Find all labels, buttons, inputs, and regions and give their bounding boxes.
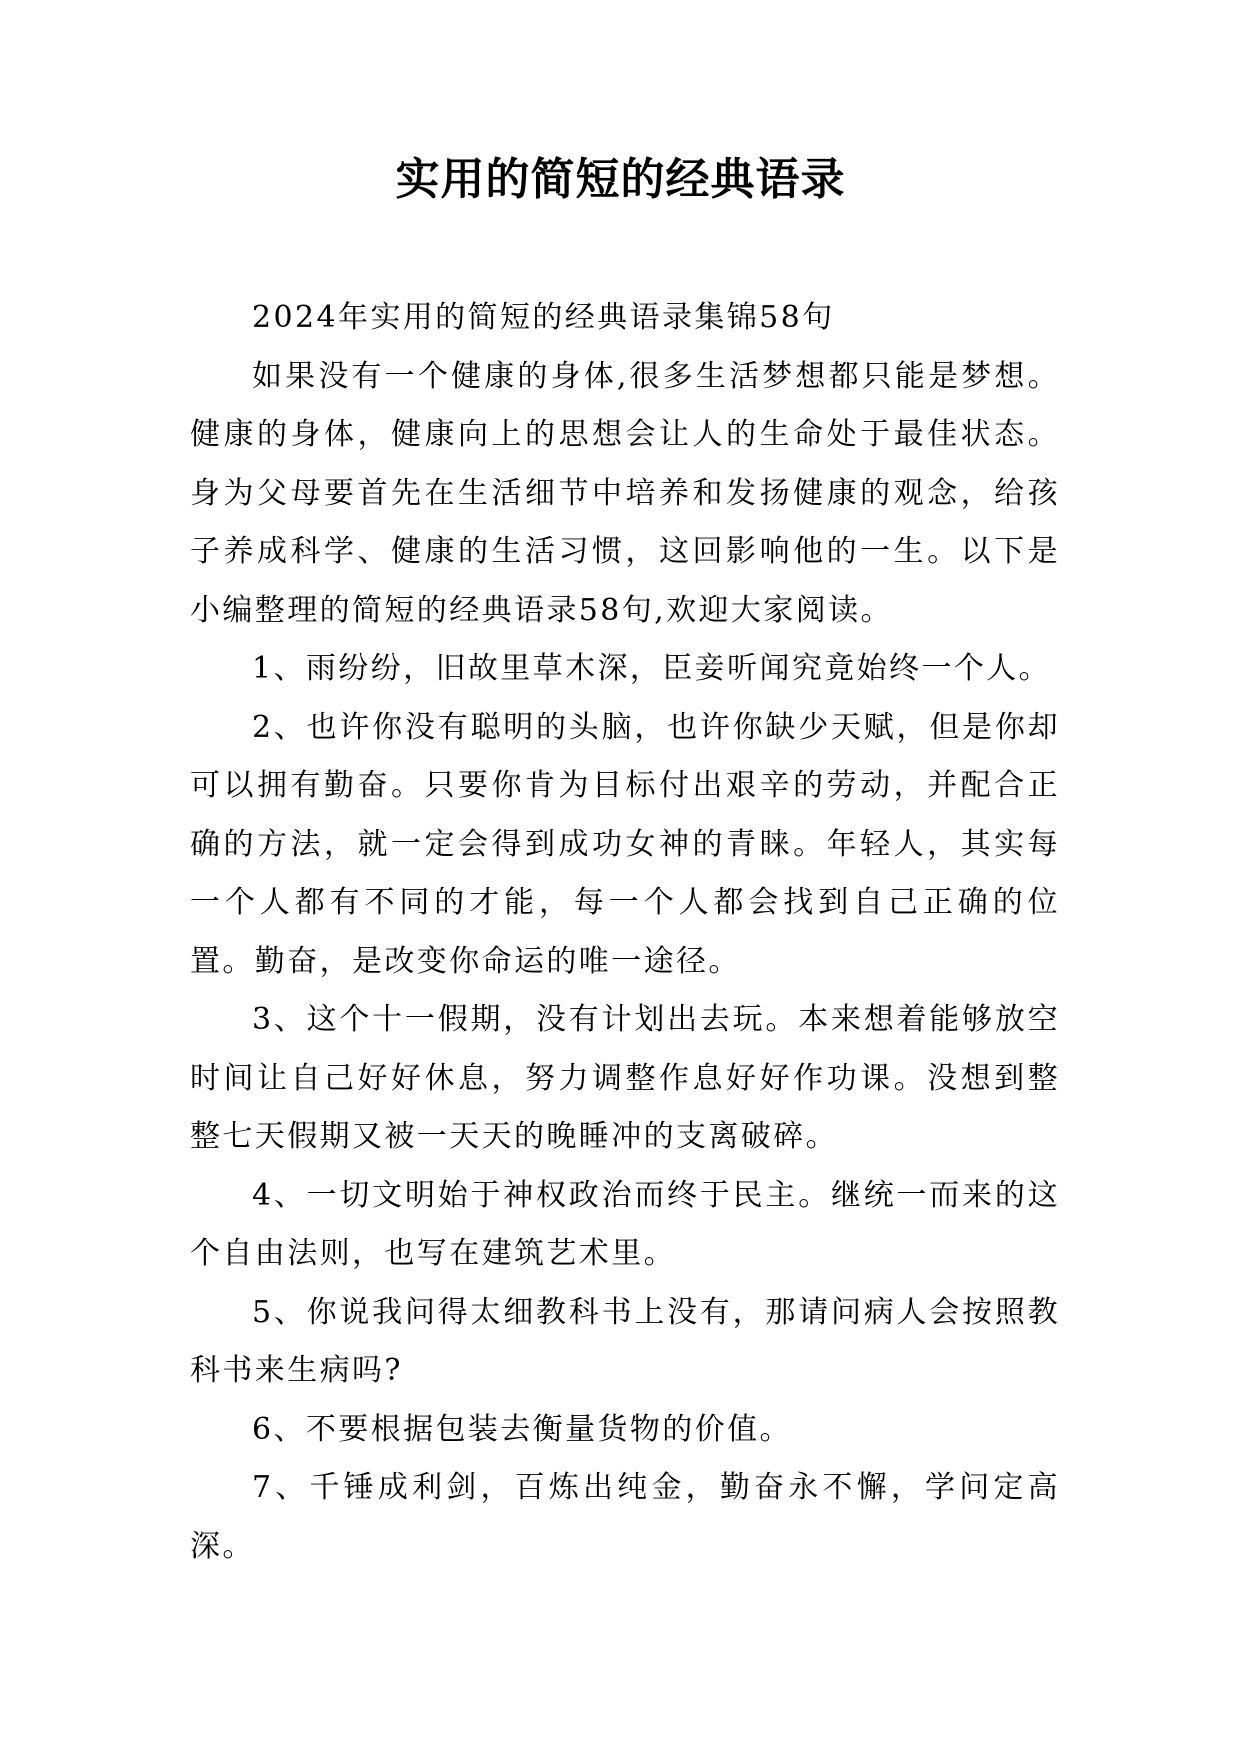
quote-paragraph-2: 2、也许你没有聪明的头脑，也许你缺少天赋，但是你却可以拥有勤奋。只要你肯为目标付出艰辛的劳动，并配合正确的方法，就一定会得到成功女神的青睐。年轻人，其实每一个人都有不同的才能，每一个人都会找到自己正确的位置。勤奋，是改变你命运的唯一途径。	[190, 709, 1060, 979]
quote-paragraph-7: 7、千锤成利剑，百炼出纯金，勤奋永不懈，学问定高深。	[190, 1470, 1060, 1564]
document-body	[190, 289, 1060, 1576]
page-title: 实用的简短的经典语录	[395, 154, 846, 205]
quote-paragraph-6: 6、不要根据包装去衡量货物的价值。	[252, 1411, 792, 1447]
quote-paragraph-5: 5、你说我问得太细教科书上没有，那请问病人会按照教科书来生病吗?	[190, 1294, 1060, 1388]
quote-paragraph-1: 1、雨纷纷，旧故里草木深，臣妾听闻究竟始终一个人。	[252, 651, 1052, 686]
quote-paragraph-4: 4、一切文明始于神权政治而终于民主。继统一而来的这个自由法则，也写在建筑艺术里。	[190, 1177, 1060, 1271]
intro-paragraph: 如果没有一个健康的身体,很多生活梦想都只能是梦想。健康的身体，健康向上的思想会让人的生命处于最佳状态。身为父母要首先在生活细节中培养和发扬健康的观念，给孩子养成科学、健康的生活习惯，这回影响他的一生。以下是小编整理的简短的经典语录58句,欢迎大家阅读。	[190, 358, 1060, 628]
subtitle-paragraph: 2024年实用的简短的经典语录集锦58句	[252, 300, 835, 335]
quote-paragraph-3: 3、这个十一假期，没有计划出去玩。本来想着能够放空时间让自己好好休息，努力调整作息好好作功课。没想到整整七天假期又被一天天的晚睡冲的支离破碎。	[190, 1002, 1060, 1154]
